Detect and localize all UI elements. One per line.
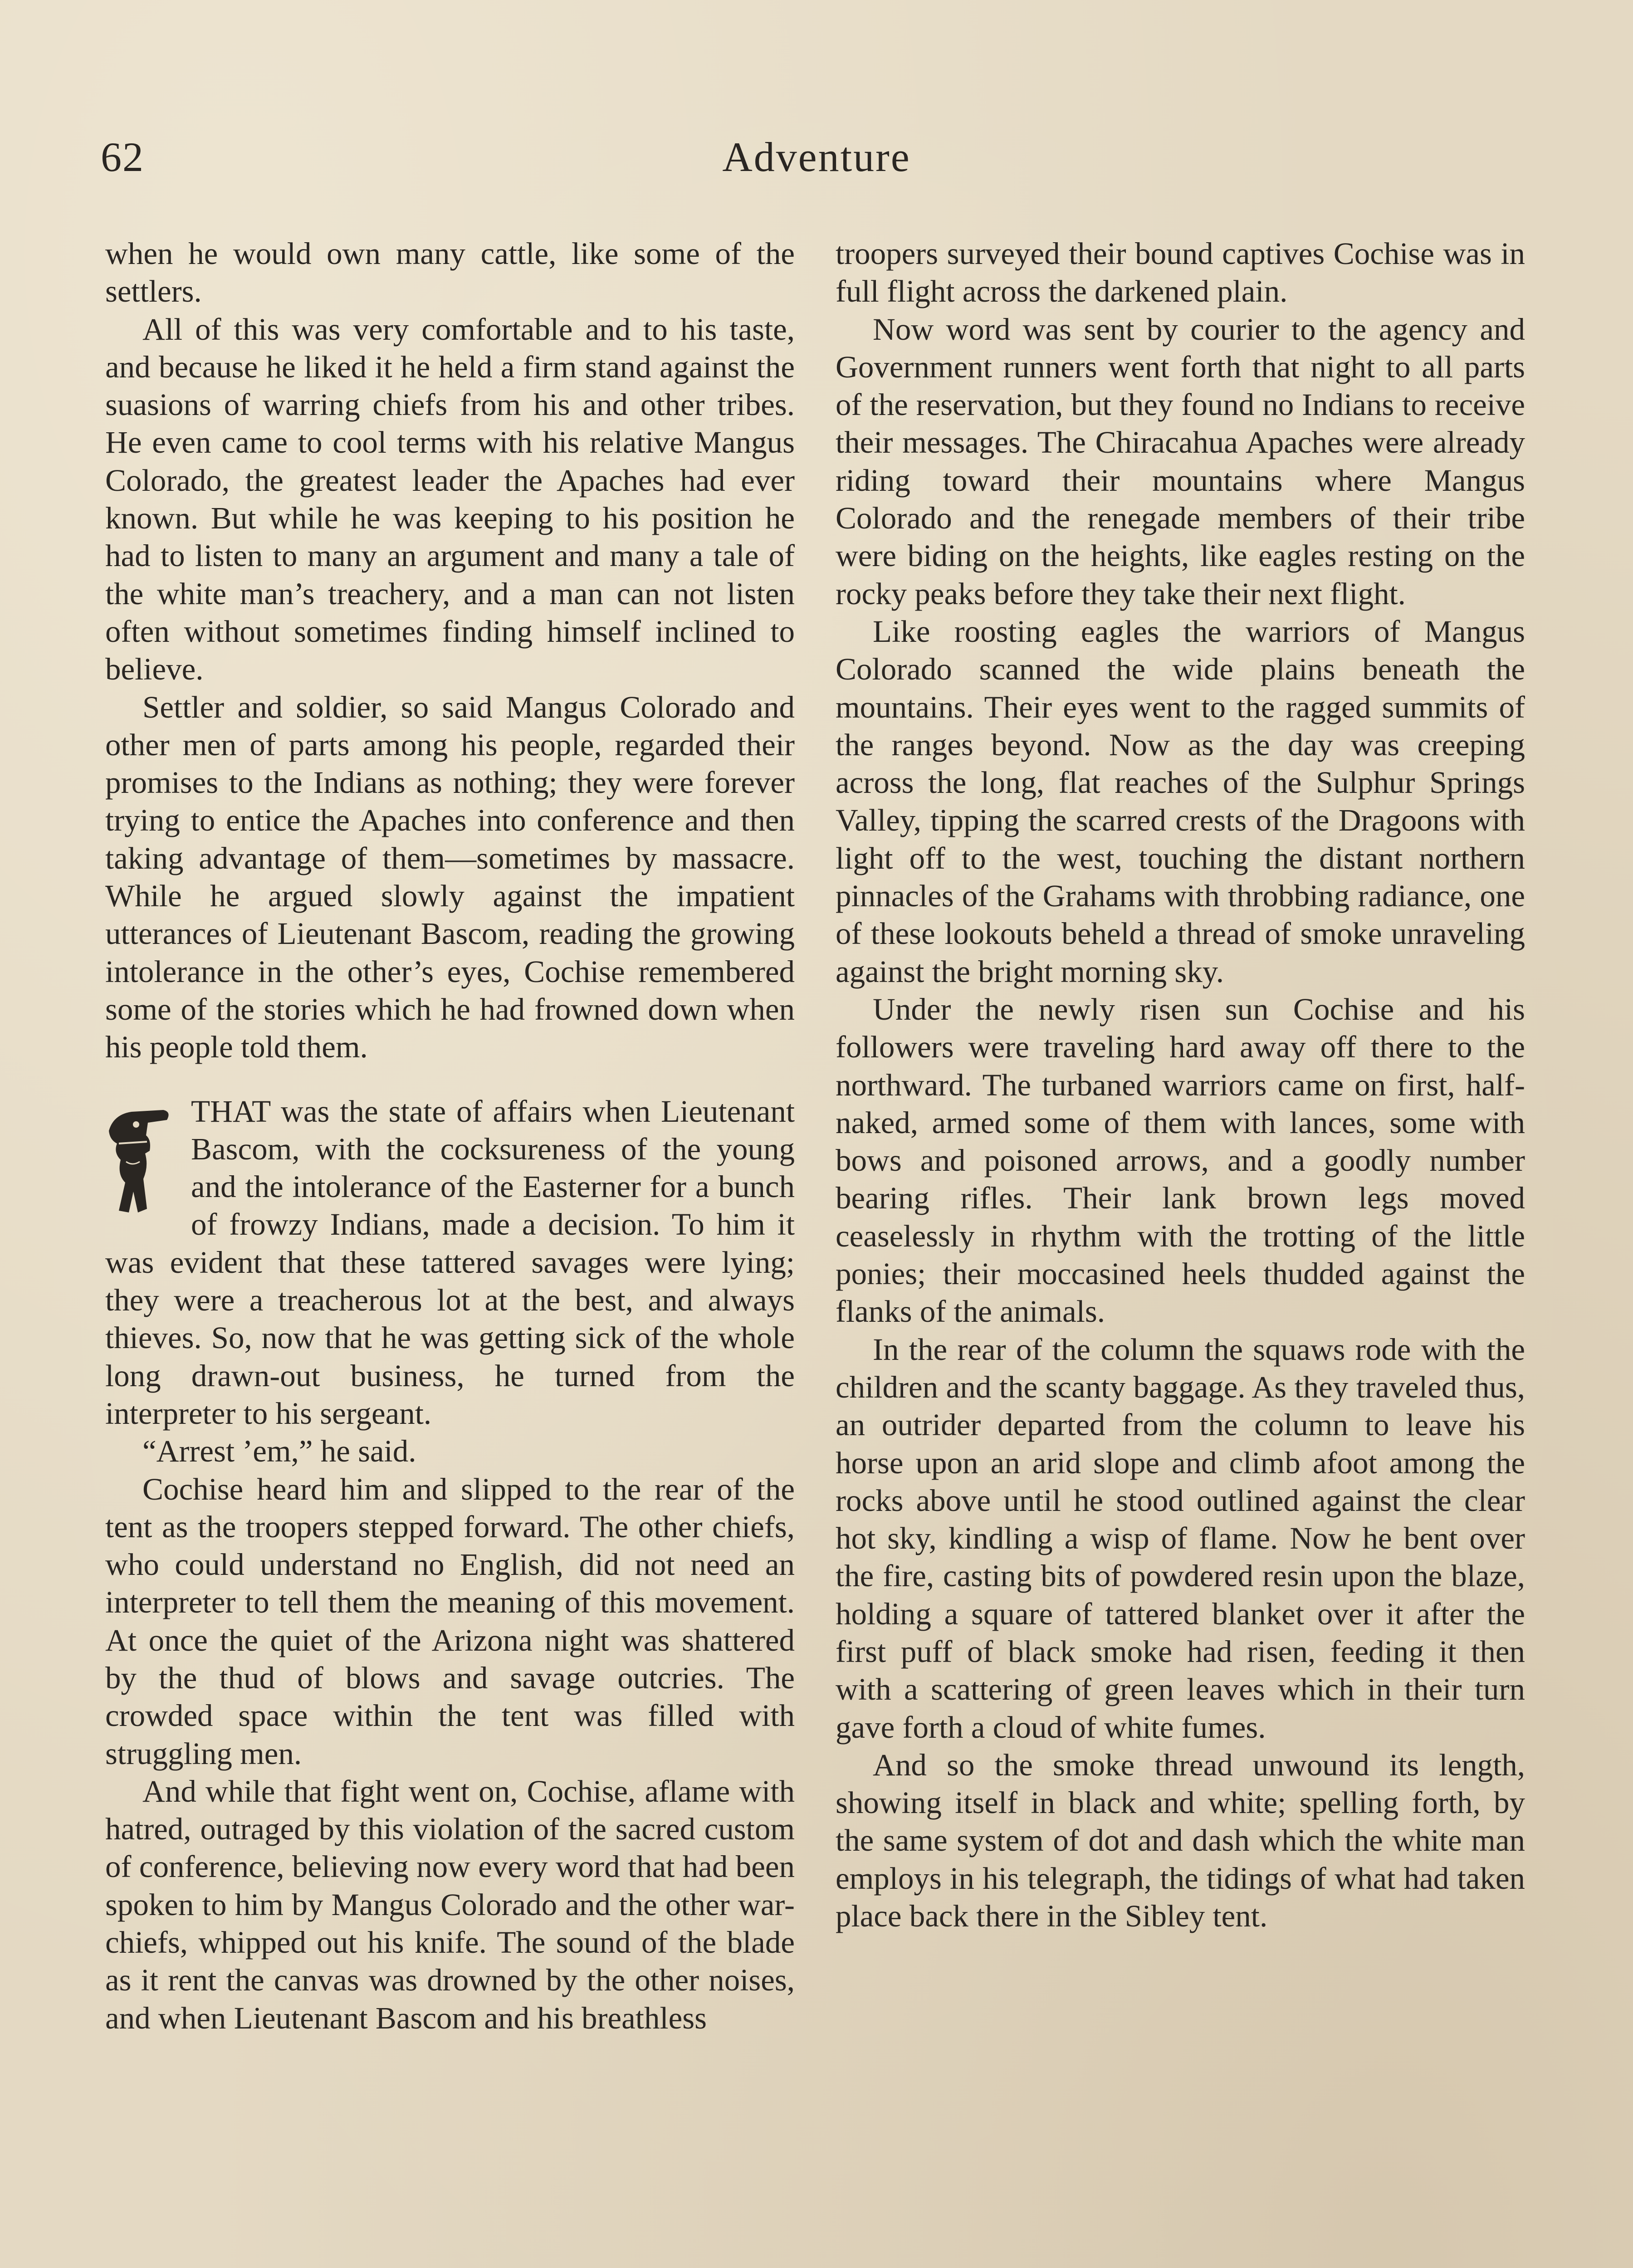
page-number: 62 bbox=[101, 134, 144, 180]
paragraph: “Arrest ’em,” he said. bbox=[142, 1434, 416, 1469]
paragraph: All of this was very comfortable and to his taste, and because he liked it he held a firm stand against the suasions of warring chiefs from his and other tribes. He even came to cool terms with his relative Mangus Colorado, the greatest leader the Apaches had ever known. But while he was keeping to his position he had to listen to many an argument and many a tale of the white man’s treachery, and a man can not listen often without sometimes finding himself inclined to believe. bbox=[105, 312, 795, 687]
paragraph: Like roosting eagles the warriors of Mangus Colorado scanned the wide plains beneath the mountains. Their eyes went to the ragged summits of the ranges beyond. Now as the day was creeping across the long, flat reaches of the Sulphur Springs Valley, tipping the scarred crests of the Dragoons with light off to the west, touching the distant northern pinnacles of the Grahams with throbbing radiance, one of these lookouts beheld a thread of smoke unraveling against the bright morning sky. bbox=[836, 614, 1525, 989]
paragraph: Settler and soldier, so said Mangus Colorado and other men of parts among his people, regarded their promises to the Indians as nothing; they were forever trying to entice the Apaches into conference and then taking advantage of them—sometimes by massacre. While he argued slowly against the impatient utterances of Lieutenant Bascom, reading the growing intolerance in the other’s eyes, Cochise remembered some of the stories which he had frowned down when his people told them. bbox=[105, 689, 795, 1065]
section-break bbox=[105, 1066, 795, 1093]
right-column bbox=[836, 235, 1525, 1935]
paragraph: Now word was sent by courier to the agency and Government runners went forth that night to all parts of the reservation, but they found no Indians to receive their messages. The Chiracahua Apaches were already riding toward their mountains where Mangus Colorado and the renegade members of their tribe were biding on the heights, like eagles resting on the rocky peaks before they take their next flight. bbox=[836, 312, 1525, 611]
running-head-title: Adventure bbox=[722, 134, 911, 180]
paragraph: Under the newly risen sun Cochise and his followers were traveling hard away off there to the northward. The turbaned warriors came on first, half-naked, armed some of them with lances, some with bows and poisoned arrows, and a goodly number bearing rifles. Their lank brown legs moved ceaselessly in rhythm with the trotting of the little ponies; their moccasined heels thudded against the flanks of the animals. bbox=[836, 992, 1525, 1329]
paragraph: In the rear of the column the squaws rode with the children and the scanty baggage. As they traveled thus, an outrider departed from the column to leave his horse upon an arid slope and climb afoot among the rocks above until he stood outlined against the clear hot sky, kindling a wisp of flame. Now he bent over the fire, casting bits of powdered resin upon the blaze, holding a square of tattered blanket over it after the first puff of black smoke had risen, feeding it then with a scattering of green leaves which in their turn gave forth a cloud of white fumes. bbox=[836, 1332, 1525, 1745]
apache-warrior-dropcap-icon bbox=[105, 1098, 176, 1216]
paragraph: And so the smoke thread unwound its length, showing itself in black and white; spelling forth, by the same system of dot and dash which the white man employs in his telegraph, the tidings of what had taken place back there in the Sibley tent. bbox=[836, 1747, 1525, 1934]
paragraph: when he would own many cattle, like some of the settlers. bbox=[105, 236, 795, 309]
paragraph: And while that fight went on, Cochise, aflame with hatred, outraged by this violation of the sacred custom of conference, believing now every word that had been spoken to him by Mangus Colorado and the other war-chiefs, whipped out his knife. The sound of the blade as it rent the canvas was drowned by the other noises, and when Lieutenant Bascom and his breathless bbox=[105, 1774, 795, 2035]
left-column bbox=[105, 235, 795, 2037]
paragraph: Cochise heard him and slipped to the rear of the tent as the troopers stepped forward. The other chiefs, who could understand no English, did not need an interpreter to tell them the meaning of this movement. At once the quiet of the Arizona night was shattered by the thud of blows and savage outcries. The crowded space within the tent was filled with struggling men. bbox=[105, 1471, 795, 1771]
paragraph-dropcap: THAT was the state of affairs when Lieutenant Bascom, with the cocksureness of the young and the intolerance of the Easterner for a bunch of frowzy Indians, made a decision. To him it was evident that these tattered savages were lying; they were a treacherous lot at the best, and always thieves. So, now that he was getting sick of the whole long drawn-out business, he turned from the interpreter to his sergeant. bbox=[105, 1094, 795, 1431]
paragraph: troopers surveyed their bound captives Cochise was in full flight across the darkened plain. bbox=[836, 236, 1525, 309]
